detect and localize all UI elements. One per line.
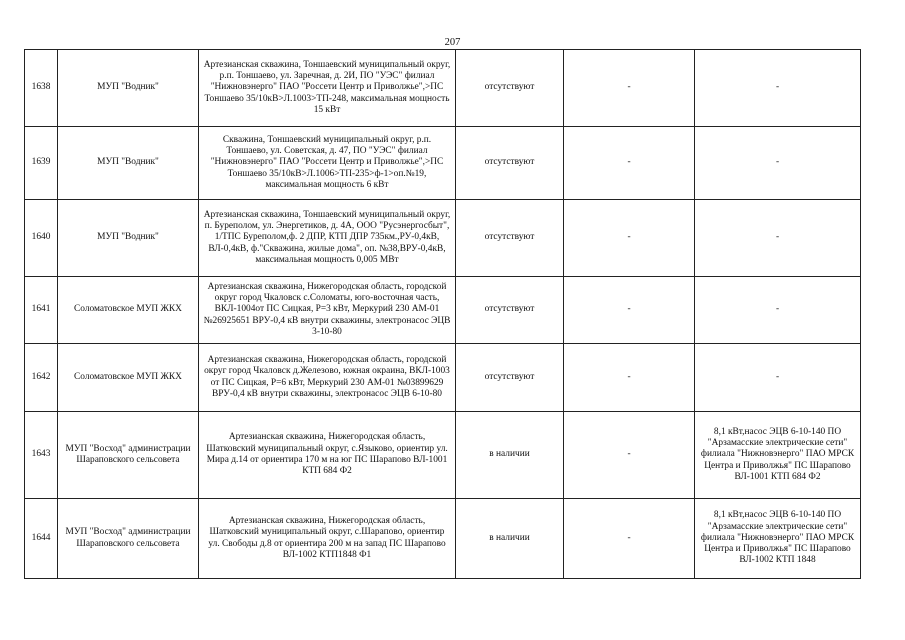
column5-cell: - — [564, 200, 695, 277]
presence-cell: отсутствуют — [456, 50, 564, 127]
column6-cell: - — [695, 200, 861, 277]
organization-cell: МУП "Восход" администрации Шараповского сельсовета — [58, 412, 199, 499]
object-description-cell: Артезианская скважина, Тоншаевский муниципальный округ, п. Буреполом, ул. Энергетиков, д. 4А, ООО "Русэнергосбыт", 1/ТПС Буреполом,ф. 2 ДПР, КТП ДПР 735км.,РУ-0,4кВ, ВЛ-0,4кВ, ф."Скважина, жилые дома", оп. №38,ВРУ-0,4кВ, максимальная мощность 0,005 МВт — [199, 200, 456, 277]
row-number-cell: 1642 — [25, 344, 58, 412]
column5-cell: - — [564, 499, 695, 579]
row-number-cell: 1640 — [25, 200, 58, 277]
column5-cell: - — [564, 412, 695, 499]
object-description-cell: Скважина, Тоншаевский муниципальный округ, р.п. Тоншаево, ул. Советская, д. 47, ПО "УЭС" филиал "Нижновэнерго" ПАО "Россети Центр и Приволжье",>ПС Тоншаево 35/10кВ>Л.1006>ТП-235>ф-1>оп.№19, максимальная мощность 6 кВт — [199, 127, 456, 200]
row-number-cell: 1638 — [25, 50, 58, 127]
organization-cell: МУП "Водник" — [58, 127, 199, 200]
column5-cell: - — [564, 127, 695, 200]
column6-cell: - — [695, 277, 861, 344]
column6-cell: - — [695, 127, 861, 200]
presence-cell: отсутствуют — [456, 277, 564, 344]
presence-cell: отсутствуют — [456, 200, 564, 277]
column5-cell: - — [564, 50, 695, 127]
object-description-cell: Артезианская скважина, Тоншаевский муниципальный округ, р.п. Тоншаево, ул. Заречная, д. 2И, ПО "УЭС" филиал "Нижновэнерго" ПАО "Россети Центр и Приволжье",>ПС Тоншаево 35/10кВ>Л.1003>ТП-248, максимальная мощность 15 кВт — [199, 50, 456, 127]
row-number-cell: 1644 — [25, 499, 58, 579]
presence-cell: отсутствуют — [456, 344, 564, 412]
table-row — [25, 50, 861, 127]
presence-cell: отсутствуют — [456, 127, 564, 200]
column6-cell: - — [695, 50, 861, 127]
presence-cell: в наличии — [456, 499, 564, 579]
table-row — [25, 200, 861, 277]
organization-cell: МУП "Водник" — [58, 200, 199, 277]
object-description-cell: Артезианская скважина, Нижегородская область, городской округ город Чкаловск с.Соломаты, юго-восточная часть, ВКЛ-1004от ПС Сицкая, Р=3 кВт, Меркурий 230 АМ-01 №26925651 ВРУ-0,4 кВ внутри скважины, электронасос ЭЦВ 3-10-80 — [199, 277, 456, 344]
organization-cell: Соломатовское МУП ЖКХ — [58, 277, 199, 344]
column5-cell: - — [564, 344, 695, 412]
organization-cell: Соломатовское МУП ЖКХ — [58, 344, 199, 412]
column6-cell: - — [695, 344, 861, 412]
row-number-cell: 1643 — [25, 412, 58, 499]
page-number: 207 — [444, 37, 461, 48]
organization-cell: МУП "Водник" — [58, 50, 199, 127]
object-description-cell: Артезианская скважина, Нижегородская область, городской округ город Чкаловск д.Железово, южная окраина, ВКЛ-1003 от ПС Сицкая, Р=6 кВт, Меркурий 230 АМ-01 №03899629 ВРУ-0,4 кВ внутри скважины, электронасос ЭЦВ 6-10-80 — [199, 344, 456, 412]
presence-cell: в наличии — [456, 412, 564, 499]
table-row — [25, 277, 861, 344]
table-row — [25, 127, 861, 200]
object-description-cell: Артезианская скважина, Нижегородская область, Шатковский муниципальный округ, с.Шарапово, ориентир ул. Свободы д.8 от ориентира 200 м на запад ПС Шарапово ВЛ-1002 КТП1848 Ф1 — [199, 499, 456, 579]
object-description-cell: Артезианская скважина, Нижегородская область, Шатковский муниципальный округ, с.Языково, ориентир ул. Мира д.14 от ориентира 170 м на юг ПС Шарапово ВЛ-1001 КТП 684 Ф2 — [199, 412, 456, 499]
row-number-cell: 1639 — [25, 127, 58, 200]
table-row — [25, 412, 861, 499]
column5-cell: - — [564, 277, 695, 344]
row-number-cell: 1641 — [25, 277, 58, 344]
table-row — [25, 344, 861, 412]
column6-cell: 8,1 кВт,насос ЭЦВ 6-10-140 ПО "Арзамасские электрические сети" филиала "Нижновэнерго" ПАО МРСК Центра и Приволжья" ПС Шарапово ВЛ-1001 КТП 684 Ф2 — [695, 412, 861, 499]
data-table — [24, 49, 861, 579]
column6-cell: 8,1 кВт,насос ЭЦВ 6-10-140 ПО "Арзамасские электрические сети" филиала "Нижновэнерго" ПАО МРСК Центра и Приволжья" ПС Шарапово ВЛ-1002 КТП 1848 — [695, 499, 861, 579]
organization-cell: МУП "Восход" администрации Шараповского сельсовета — [58, 499, 199, 579]
table-row — [25, 499, 861, 579]
